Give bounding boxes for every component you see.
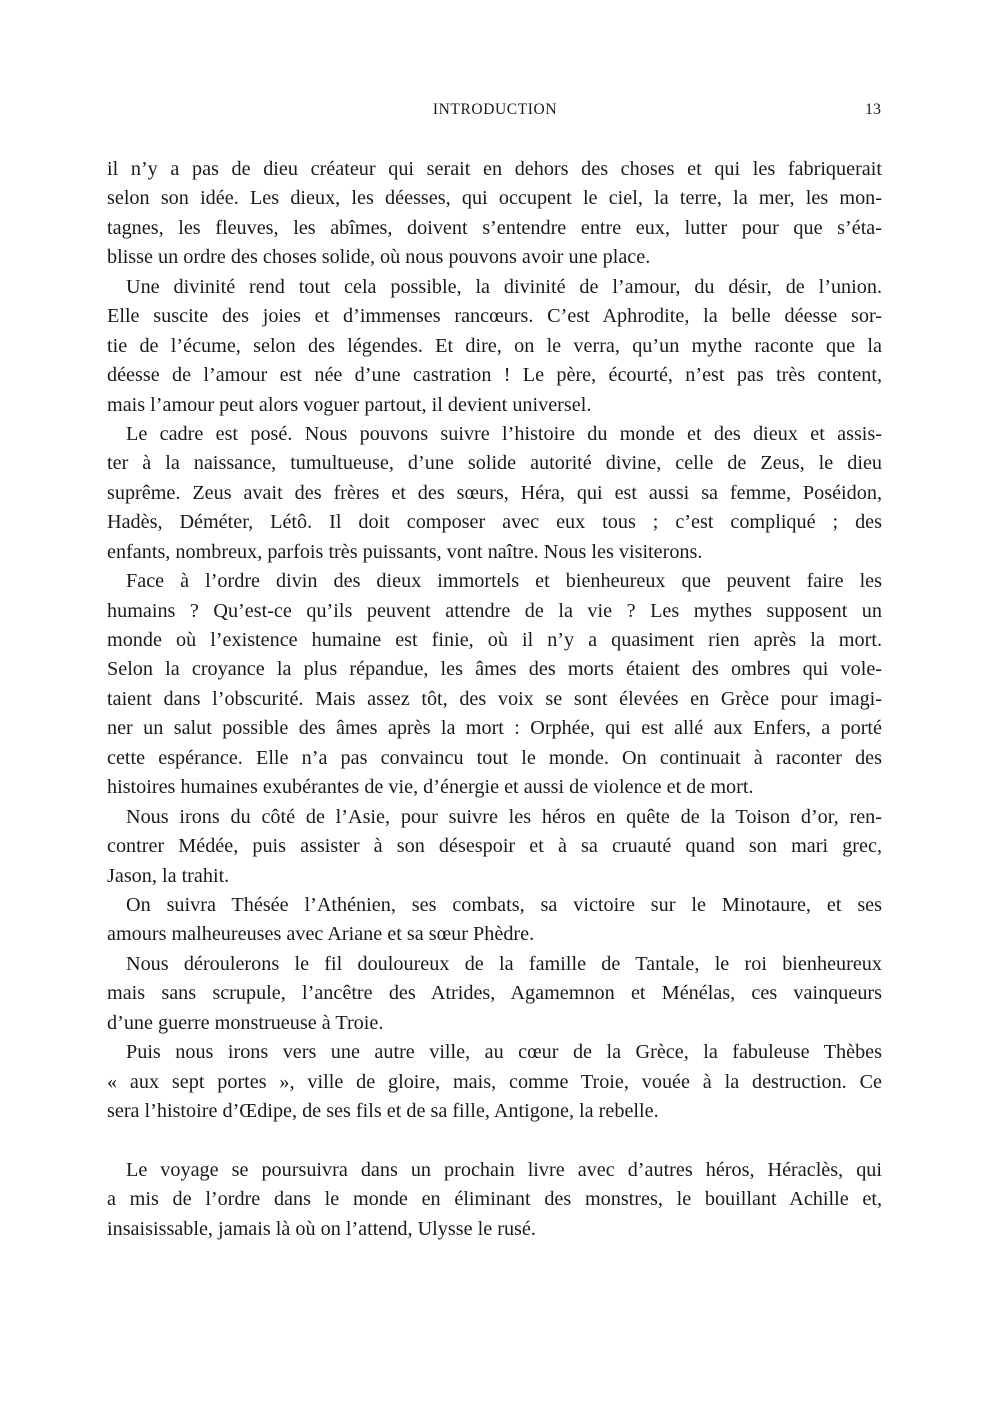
text-line: On suivra Thésée l’Athénien, ses combats, sa victoire sur le Minotaure, et ses (126, 893, 882, 916)
text-line: Nous déroulerons le fil douloureux de la famille de Tantale, le roi bienheureux (126, 952, 882, 975)
text-line: suprême. Zeus avait des frères et des sœurs, Héra, qui est aussi sa femme, Poséidon, (107, 481, 882, 504)
text-line: Elle suscite des joies et d’immenses rancœurs. C’est Aphrodite, la belle déesse sor- (107, 305, 882, 328)
paragraph (107, 1156, 882, 1244)
running-title: INTRODUCTION (432, 101, 558, 118)
paragraph (107, 273, 882, 420)
text-line: Hadès, Déméter, Létô. Il doit composer avec eux tous ; c’est compliqué ; des (107, 511, 882, 534)
text-line: il n’y a pas de dieu créateur qui serait en dehors des choses et qui les fabriquerait (107, 158, 882, 180)
text-line: monde où l’existence humaine est finie, où il n’y a quasiment rien après la mort. (107, 629, 882, 651)
text-line: d’une guerre monstrueuse à Troie. (107, 1011, 384, 1034)
paragraph (107, 155, 882, 273)
page-number: 13 (865, 101, 881, 118)
text-line: ner un salut possible des âmes après la mort : Orphée, qui est allé aux Enfers, a porté (107, 717, 882, 740)
text-line: déesse de l’amour est née d’une castration ! Le père, écourté, n’est pas très content, (107, 364, 882, 387)
section-break (107, 1126, 882, 1155)
text-line: taient dans l’obscurité. Mais assez tôt, des voix se sont élevées en Grèce pour imagi- (107, 687, 882, 710)
text-line: insaisissable, jamais là où on l’attend, Ulysse le rusé. (107, 1217, 536, 1240)
paragraph (107, 803, 882, 891)
paragraph (107, 1038, 882, 1126)
text-line: Le cadre est posé. Nous pouvons suivre l’histoire du monde et des dieux et assis- (126, 422, 882, 445)
text-line: Le voyage se poursuivra dans un prochain livre avec d’autres héros, Héraclès, qui (126, 1158, 882, 1181)
body-text (107, 155, 882, 1244)
text-line: tie de l’écume, selon des légendes. Et dire, on le verra, qu’un mythe raconte que la (107, 334, 882, 357)
text-line: a mis de l’ordre dans le monde en éliminant des monstres, le bouillant Achille et, (107, 1188, 882, 1211)
paragraph (107, 950, 882, 1038)
text-line: Une divinité rend tout cela possible, la divinité de l’amour, du désir, de l’union. (126, 275, 882, 298)
text-line: selon son idée. Les dieux, les déesses, qui occupent le ciel, la terre, la mer, les mon- (107, 187, 882, 210)
text-line: contrer Médée, puis assister à son désespoir et à sa cruauté quand son mari grec, (107, 835, 882, 858)
running-header (0, 99, 1000, 123)
paragraph (107, 420, 882, 567)
paragraph (107, 567, 882, 803)
text-line: histoires humaines exubérantes de vie, d’énergie et aussi de violence et de mort. (107, 776, 754, 799)
text-line: cette espérance. Elle n’a pas convaincu tout le monde. On continuait à raconter des (107, 746, 882, 769)
text-line: mais sans scrupule, l’ancêtre des Atrides, Agamemnon et Ménélas, ces vainqueurs (107, 982, 882, 1005)
text-line: « aux sept portes », ville de gloire, mais, comme Troie, vouée à la destruction. Ce (107, 1070, 882, 1093)
text-line: enfants, nombreux, parfois très puissants, vont naître. Nous les visiterons. (107, 540, 703, 563)
text-line: tagnes, les fleuves, les abîmes, doivent s’entendre entre eux, lutter pour que s’éta- (107, 216, 882, 239)
text-line: Nous irons du côté de l’Asie, pour suivre les héros en quête de la Toison d’or, ren- (126, 805, 882, 828)
text-line: mais l’amour peut alors voguer partout, il devient universel. (107, 393, 592, 416)
paragraph (107, 891, 882, 950)
text-line: Face à l’ordre divin des dieux immortels et bienheureux que peuvent faire les (126, 570, 882, 593)
text-line: humains ? Qu’est-ce qu’ils peuvent attendre de la vie ? Les mythes supposent un (107, 599, 882, 622)
text-line: sera l’histoire d’Œdipe, de ses fils et de sa fille, Antigone, la rebelle. (107, 1100, 659, 1122)
text-line: blisse un ordre des choses solide, où nous pouvons avoir une place. (107, 246, 651, 269)
text-line: Jason, la trahit. (107, 864, 230, 887)
text-line: amours malheureuses avec Ariane et sa sœur Phèdre. (107, 923, 535, 946)
text-line: ter à la naissance, tumultueuse, d’une solide autorité divine, celle de Zeus, le dieu (107, 452, 882, 475)
text-line: Selon la croyance la plus répandue, les âmes des morts étaient des ombres qui vole- (107, 658, 882, 681)
text-line: Puis nous irons vers une autre ville, au cœur de la Grèce, la fabuleuse Thèbes (126, 1041, 882, 1064)
